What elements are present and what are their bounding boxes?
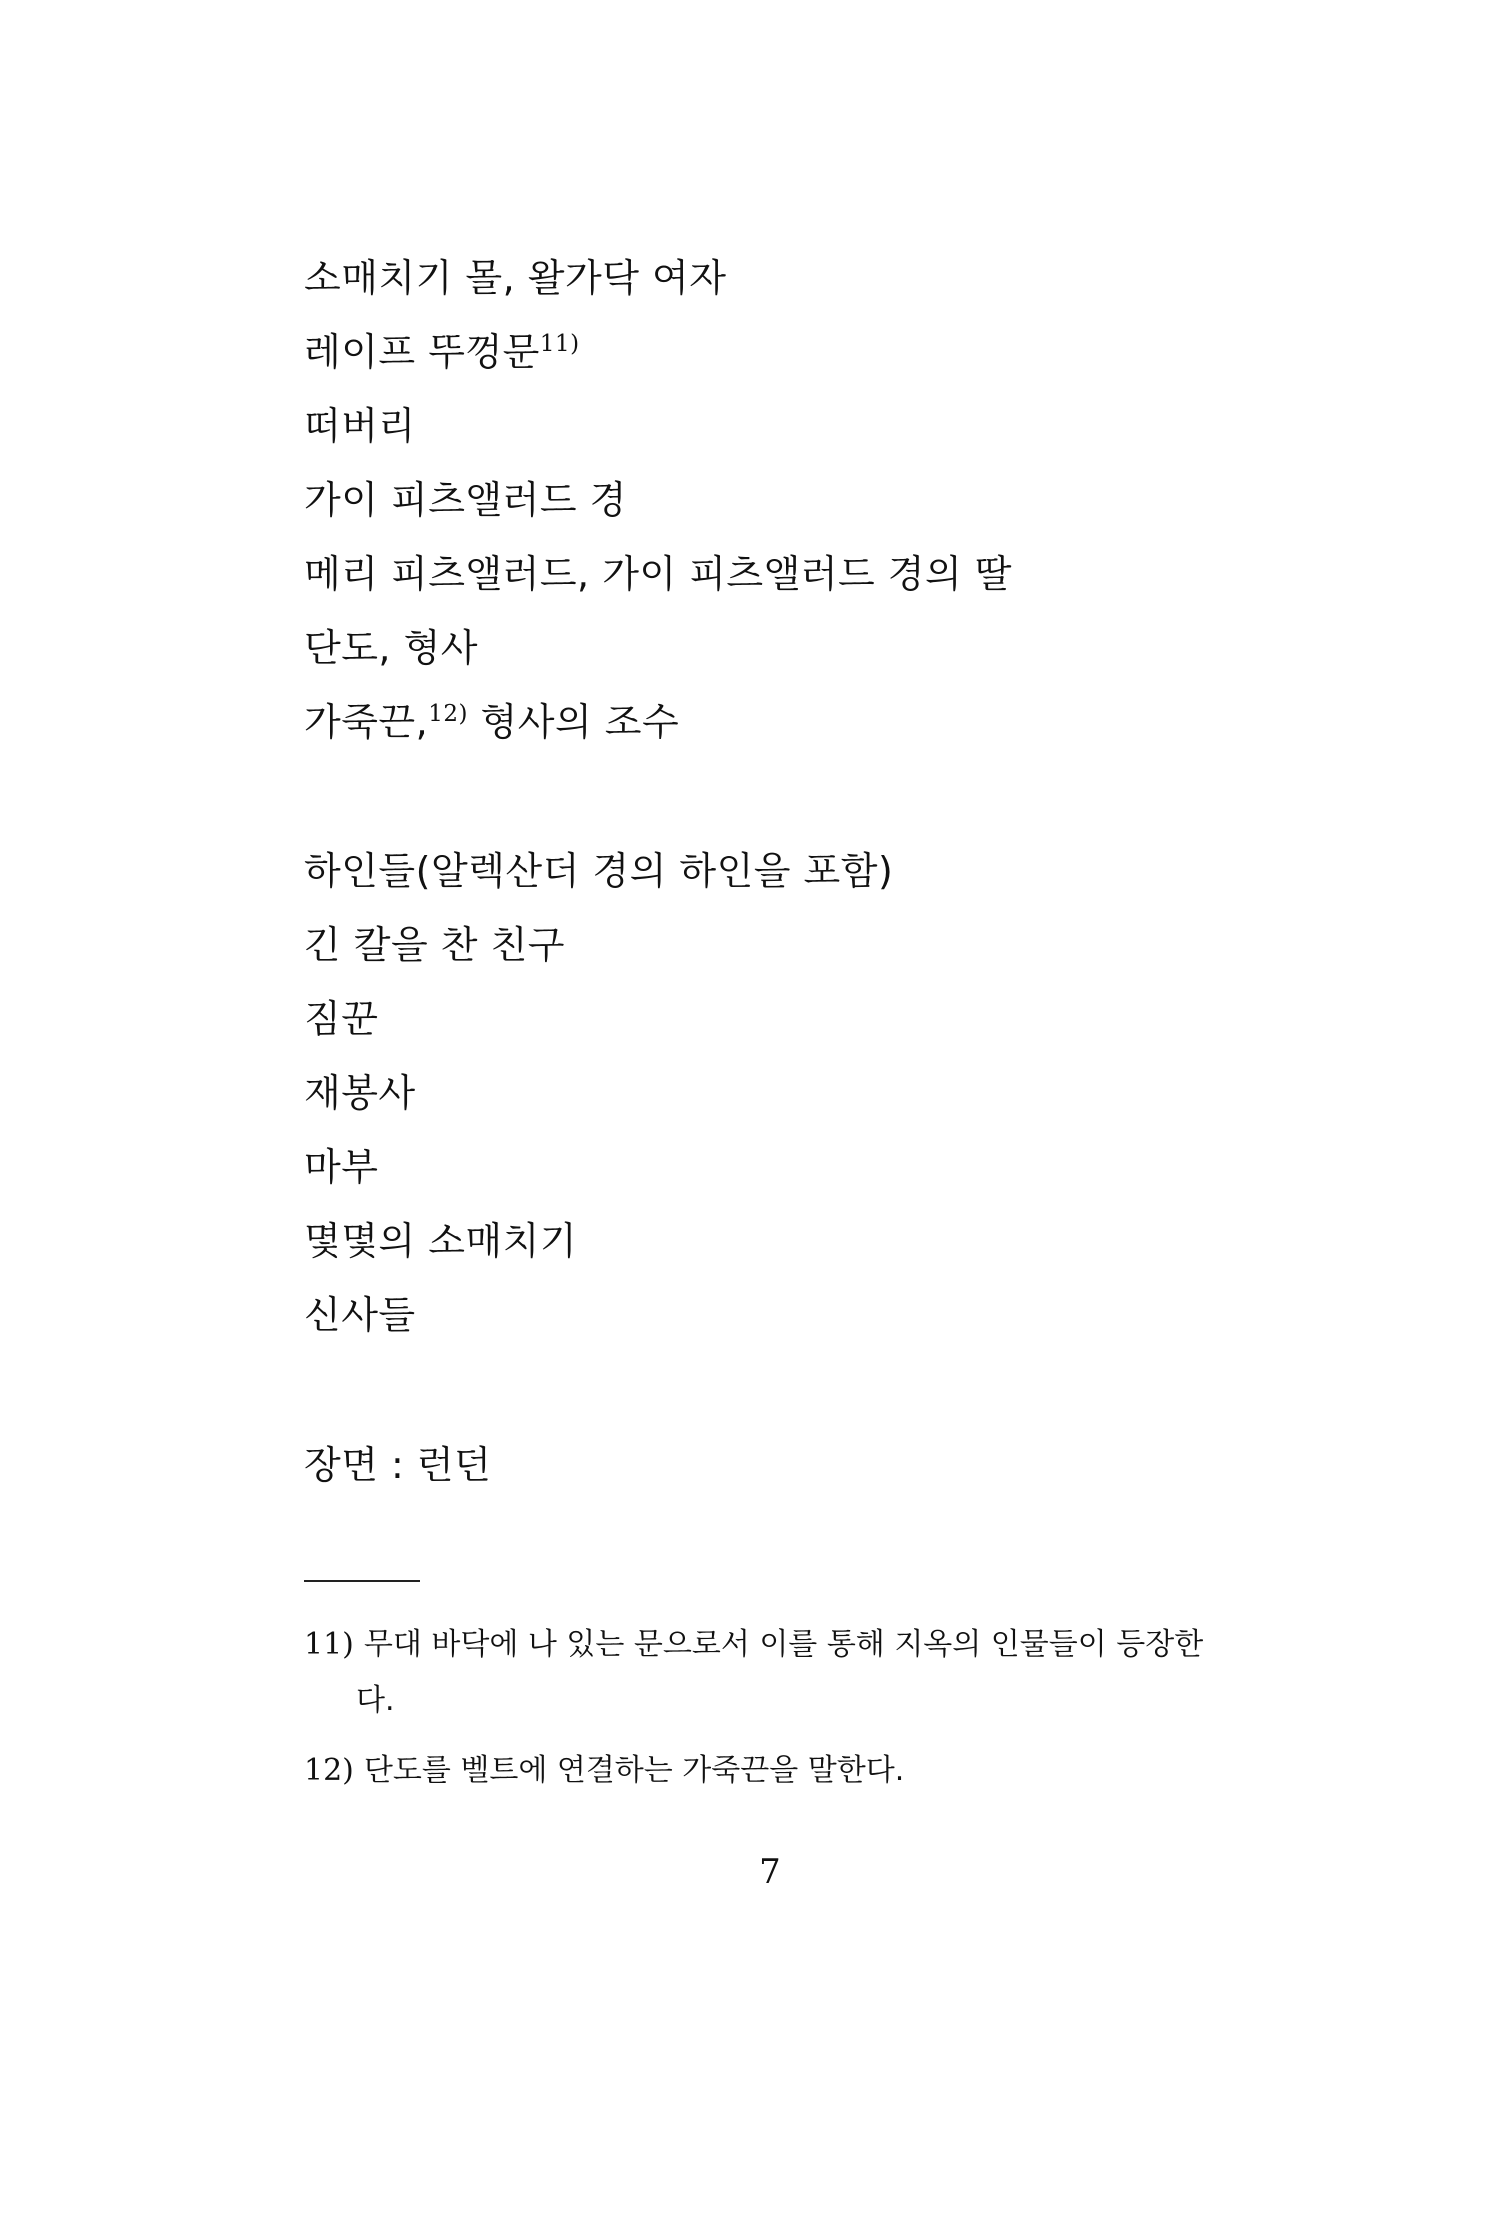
cast-entry-mary: 메리 피츠앨러드, 가이 피츠앨러드 경의 딸 — [304, 552, 1013, 596]
cast-entry-porter: 짐꾼 — [304, 997, 379, 1041]
cast-entry-text: 가죽끈, — [304, 700, 429, 744]
footnote-text: 무대 바닥에 나 있는 문으로서 이를 통해 지옥의 인물들이 등장한 — [363, 1627, 1204, 1662]
footnote-number: 11) — [304, 1627, 354, 1662]
footnote-12 — [304, 1748, 904, 1794]
footnote-ref-12[interactable]: 12) — [428, 701, 468, 727]
cast-entry-gentlemen: 신사들 — [304, 1293, 416, 1337]
cast-entry-sir-guy: 가이 피츠앨러드 경 — [304, 478, 627, 522]
cast-entry-tearcat: 떠버리 — [304, 404, 416, 448]
cast-entry-moll: 소매치기 몰, 왈가닥 여자 — [304, 256, 727, 300]
cast-entry-dagger: 단도, 형사 — [304, 626, 478, 670]
page-number: 7 — [759, 1852, 781, 1892]
footnote-text: 단도를 벨트에 연결하는 가죽끈을 말한다. — [363, 1753, 905, 1788]
footnote-ref-11[interactable]: 11) — [539, 331, 580, 357]
cast-entry-strap — [304, 697, 679, 747]
cast-entry-text: 형사의 조수 — [467, 700, 680, 744]
cast-entry-servants: 하인들(알렉산더 경의 하인을 포함) — [304, 849, 894, 893]
cast-entry-coachman: 마부 — [304, 1145, 379, 1189]
scene-setting: 장면 : 런던 — [304, 1443, 492, 1487]
cast-entry-cutpurses: 몇몇의 소매치기 — [304, 1219, 578, 1263]
cast-entry-tailor: 재봉사 — [304, 1071, 416, 1115]
footnote-divider — [304, 1580, 420, 1582]
cast-entry-long-sword: 긴 칼을 찬 친구 — [304, 923, 565, 967]
footnote-11 — [304, 1622, 1203, 1668]
cast-entry-trapdoor — [304, 327, 580, 377]
footnote-number: 12) — [304, 1753, 354, 1788]
cast-entry-text: 레이프 뚜껑문 — [304, 330, 540, 374]
footnote-11-continuation: 다. — [356, 1683, 395, 1718]
